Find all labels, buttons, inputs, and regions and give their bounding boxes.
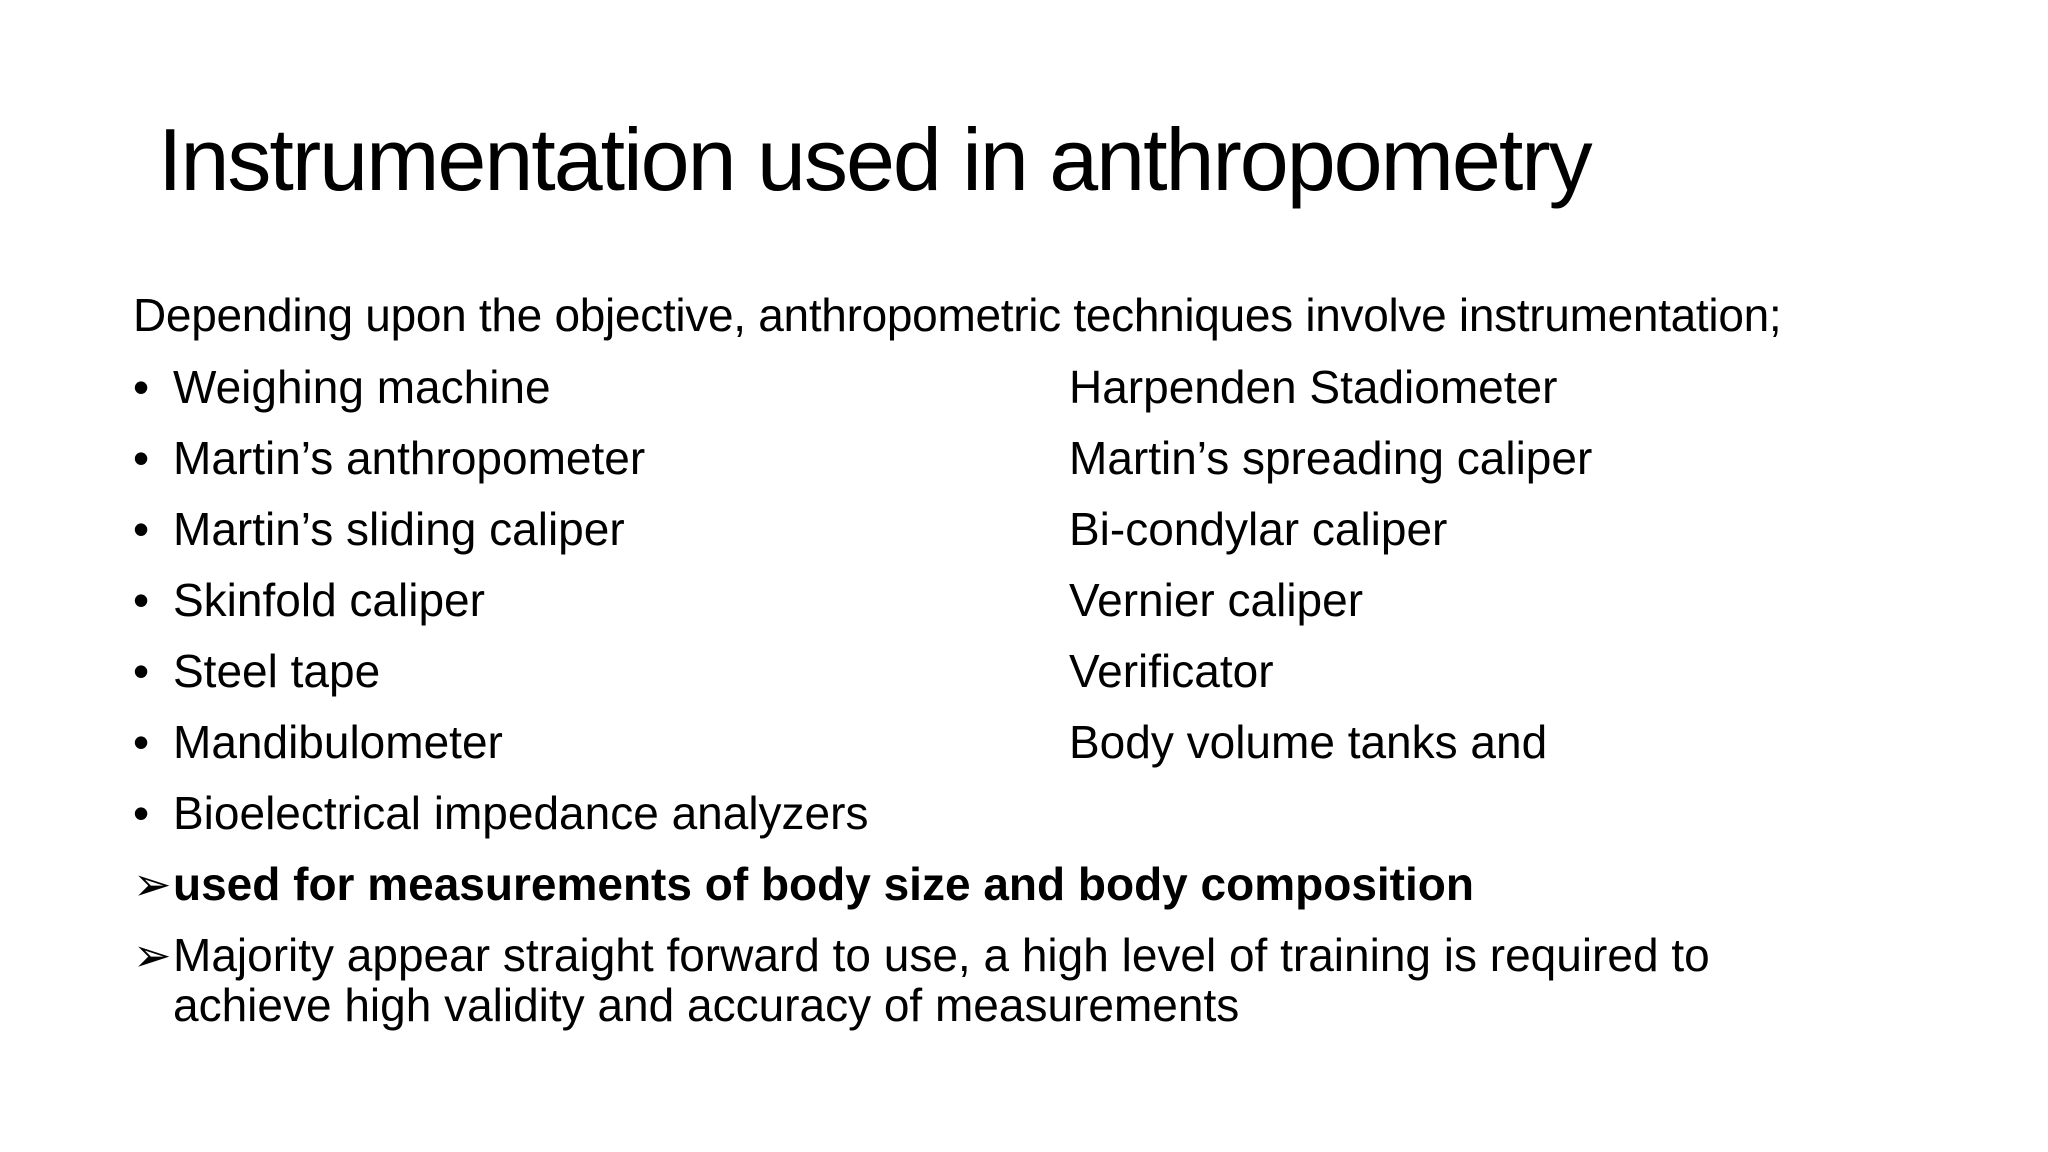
arrow-bullet-icon: ➢ — [133, 858, 172, 910]
list-item: Weighing machine — [173, 361, 551, 413]
list-item: Skinfold caliper — [173, 574, 485, 626]
list-item: Martin’s anthropometer — [173, 432, 646, 484]
list-item: Bi-condylar caliper — [1069, 503, 1448, 555]
note-point-text: Majority appear straight forward to use, a high level of training is required to — [173, 929, 1710, 981]
bullet-icon: • — [133, 503, 150, 555]
list-item: Bioelectrical impedance analyzers — [173, 787, 869, 839]
intro-text: Depending upon the objective, anthropometric techniques involve instrumentation; — [133, 289, 1782, 341]
slide-title: Instrumentation used in anthropometry — [158, 110, 1591, 209]
list-row — [133, 362, 1933, 422]
arrow-bullet-icon: ➢ — [133, 929, 172, 981]
list-row — [133, 433, 1933, 493]
bullet-icon: • — [133, 716, 150, 768]
note-point — [133, 930, 1710, 981]
bullet-icon: • — [133, 432, 150, 484]
list-item: Steel tape — [173, 645, 381, 697]
bullet-icon: • — [133, 787, 150, 839]
key-point — [133, 859, 1474, 910]
key-point-text: used for measurements of body size and body composition — [173, 858, 1474, 910]
bullet-icon: • — [133, 574, 150, 626]
list-item: Martin’s spreading caliper — [1069, 432, 1593, 484]
list-item: Vernier caliper — [1069, 574, 1364, 626]
list-row — [133, 504, 1933, 564]
bullet-icon: • — [133, 361, 150, 413]
list-item: Verificator — [1069, 645, 1274, 697]
list-item: Mandibulometer — [173, 716, 503, 768]
note-point-continuation: achieve high validity and accuracy of measurements — [173, 979, 1240, 1031]
list-row — [133, 717, 1933, 777]
list-item: Martin’s sliding caliper — [173, 503, 625, 555]
list-row — [133, 788, 1933, 848]
list-item: Body volume tanks and — [1069, 716, 1548, 768]
list-row — [133, 575, 1933, 635]
list-item: Harpenden Stadiometer — [1069, 361, 1558, 413]
bullet-icon: • — [133, 645, 150, 697]
list-row — [133, 646, 1933, 706]
